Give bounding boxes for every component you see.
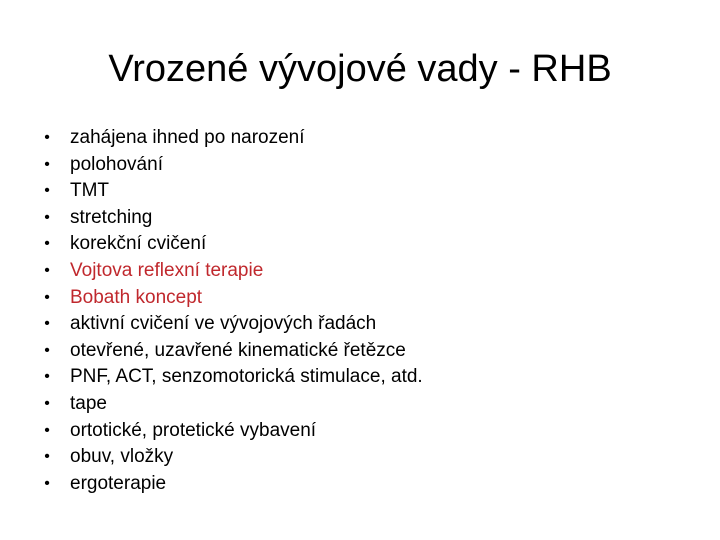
bullet-item <box>40 285 680 312</box>
bullet-icon: • <box>44 182 50 200</box>
bullet-icon: • <box>44 448 50 466</box>
slide-title: Vrozené vývojové vady - RHB <box>108 48 612 90</box>
bullet-item <box>40 338 680 365</box>
bullet-item <box>40 125 680 152</box>
bullet-text: tape <box>70 392 107 414</box>
bullet-text: korekční cvičení <box>70 233 207 255</box>
bullet-icon: • <box>44 235 50 253</box>
bullet-text: PNF, ACT, senzomotorická stimulace, atd. <box>70 366 423 388</box>
bullet-item <box>40 231 680 258</box>
bullet-text: ortotické, protetické vybavení <box>70 419 317 441</box>
bullet-icon: • <box>44 155 50 173</box>
bullet-icon: • <box>44 368 50 386</box>
bullet-item <box>40 364 680 391</box>
bullet-text: Vojtova reflexní terapie <box>70 259 264 281</box>
bullet-text: Bobath koncept <box>70 286 203 308</box>
bullet-item <box>40 311 680 338</box>
bullet-icon: • <box>44 474 50 492</box>
bullet-list <box>40 125 680 497</box>
bullet-text: otevřené, uzavřené kinematické řetězce <box>70 339 406 361</box>
bullet-icon: • <box>44 394 50 412</box>
bullet-icon: • <box>44 261 50 279</box>
bullet-item <box>40 418 680 445</box>
bullet-text: zahájena ihned po narození <box>70 127 305 148</box>
bullet-text: polohování <box>70 153 163 175</box>
bullet-text: obuv, vložky <box>70 446 174 468</box>
bullet-item <box>40 471 680 498</box>
bullet-icon: • <box>44 315 50 333</box>
bullet-icon: • <box>44 421 50 439</box>
bullet-item <box>40 152 680 179</box>
bullet-item <box>40 444 680 471</box>
bullet-item <box>40 391 680 418</box>
bullet-text: TMT <box>70 180 110 202</box>
bullet-icon: • <box>44 208 50 226</box>
bullet-item <box>40 205 680 232</box>
bullet-icon: • <box>44 288 50 306</box>
bullet-text: ergoterapie <box>70 472 167 494</box>
bullet-item <box>40 258 680 285</box>
bullet-text: stretching <box>70 206 153 228</box>
bullet-icon: • <box>44 341 50 359</box>
bullet-icon: • <box>44 129 50 146</box>
bullet-text: aktivní cvičení ve vývojových řadách <box>70 313 377 335</box>
bullet-item <box>40 178 680 205</box>
